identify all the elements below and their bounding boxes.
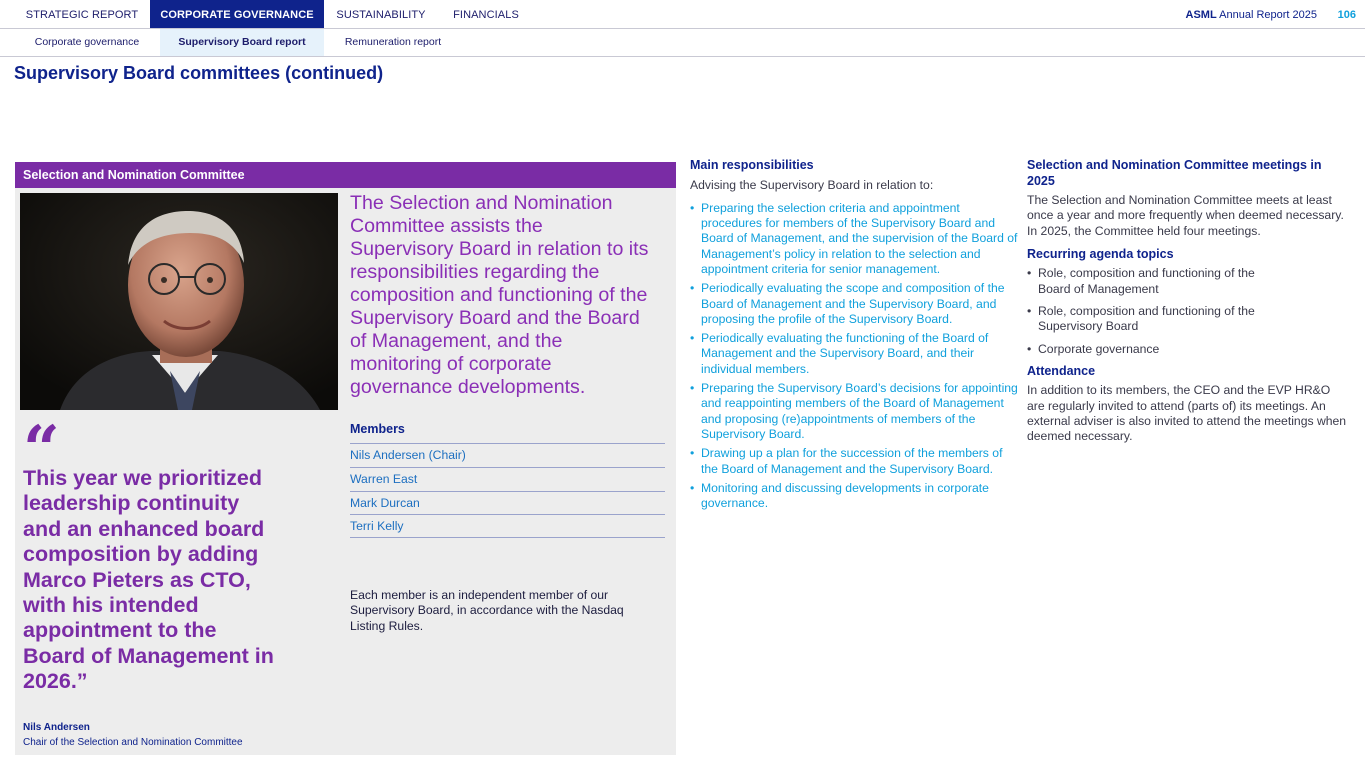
- responsibilities-heading: Main responsibilities: [690, 158, 814, 172]
- responsibilities-list: [690, 201, 1020, 512]
- quote-author-role: Chair of the Selection and Nomination Committee: [23, 737, 243, 748]
- agenda-list: [1027, 266, 1277, 356]
- responsibility-item[interactable]: • Preparing the Supervisory Board’s decisions for appointing and reappointing members of the Board of Management and proposing (re)appointments of members of the Supervisory Board.: [690, 381, 1020, 442]
- meetings-text: The Selection and Nomination Committee meets at least once a year and more frequently when deemed necessary. In 2025, the Committee held four meetings.: [1027, 193, 1344, 238]
- agenda-heading: Recurring agenda topics: [1027, 246, 1174, 261]
- responsibilities-intro: Advising the Supervisory Board in relation to:: [690, 177, 934, 192]
- page-title: Supervisory Board committees (continued): [14, 63, 384, 83]
- attendance-text: In addition to its members, the CEO and the EVP HR&O are regularly invited to attend (parts of) its meetings. An external adviser is also invited to attend the meetings when deemed necessary.: [1027, 383, 1347, 444]
- member-item[interactable]: Mark Durcan: [350, 491, 665, 515]
- subnav-tab-supervisory-board-report[interactable]: Supervisory Board report: [160, 29, 324, 56]
- responsibilities-column: [690, 158, 1020, 515]
- member-item[interactable]: Warren East: [350, 467, 665, 491]
- chair-quote: This year we prioritized leadership continuity and an enhanced board composition by adding Marco Pieters as CTO, with his intended appointment to the Board of Management in 2026.”: [23, 466, 274, 694]
- quote-mark-icon: “: [23, 412, 60, 487]
- brand-name: ASML: [1185, 9, 1217, 21]
- responsibility-item[interactable]: • Periodically evaluating the functioning of the Board of Management and the Supervisory Board, and their individual members.: [690, 331, 1020, 377]
- attendance-heading: Attendance: [1027, 363, 1096, 378]
- subnav-tab-remuneration-report[interactable]: Remuneration report: [344, 36, 442, 48]
- meetings-heading: Selection and Nomination Committee meetings in 2025: [1027, 158, 1322, 188]
- meetings-column: [1027, 158, 1347, 445]
- chair-portrait-photo: [20, 193, 338, 410]
- agenda-item: • Role, composition and functioning of the Board of Management: [1027, 266, 1277, 297]
- nav-tab-strategic-report[interactable]: STRATEGIC REPORT: [25, 9, 139, 21]
- subnav-tab-corporate-governance[interactable]: Corporate governance: [34, 36, 140, 48]
- portrait-illustration: [20, 193, 338, 410]
- responsibility-item[interactable]: • Periodically evaluating the scope and composition of the Board of Management and the Supervisory Board, and proposing the profile of the Supervisory Board.: [690, 281, 1020, 327]
- sub-navigation: [0, 29, 1365, 57]
- committee-panel: [15, 162, 676, 755]
- committee-heading: Selection and Nomination Committee: [15, 162, 676, 188]
- nav-tab-sustainability[interactable]: SUSTAINABILITY: [336, 9, 426, 21]
- responsibility-item[interactable]: • Monitoring and discussing developments in corporate governance.: [690, 481, 1020, 512]
- independence-note: Each member is an independent member of our Supervisory Board, in accordance with the Nasdaq Listing Rules.: [350, 588, 624, 633]
- page-number: 106: [1337, 9, 1356, 21]
- nav-tab-corporate-governance[interactable]: CORPORATE GOVERNANCE: [150, 0, 324, 28]
- member-item[interactable]: Terri Kelly: [350, 514, 665, 538]
- brand-report-title: Annual Report 2025: [1216, 9, 1317, 21]
- responsibility-item[interactable]: • Preparing the selection criteria and appointment procedures for members of the Supervisory Board and Board of Management, and the supervision of the Board of Management’s policy in relation to the selection and appointment criteria for senior management.: [690, 201, 1020, 277]
- members-heading: Members: [350, 422, 405, 436]
- agenda-item: • Role, composition and functioning of the Supervisory Board: [1027, 304, 1277, 335]
- nav-tab-financials[interactable]: FINANCIALS: [453, 9, 519, 21]
- report-brand: [1186, 0, 1317, 31]
- members-list: [350, 443, 665, 538]
- quote-author: Nils Andersen: [23, 722, 90, 733]
- agenda-item: • Corporate governance: [1027, 342, 1277, 357]
- responsibility-item[interactable]: • Drawing up a plan for the succession of the members of the Board of Management and the Supervisory Board.: [690, 446, 1020, 477]
- committee-lead-text: The Selection and Nomination Committee assists the Supervisory Board in relation to its responsibilities regarding the composition and functioning of the Supervisory Board and the Board of Management, and the monitoring of corporate governance developments.: [350, 192, 649, 398]
- top-navigation: [0, 0, 1365, 29]
- member-item[interactable]: Nils Andersen (Chair): [350, 443, 665, 467]
